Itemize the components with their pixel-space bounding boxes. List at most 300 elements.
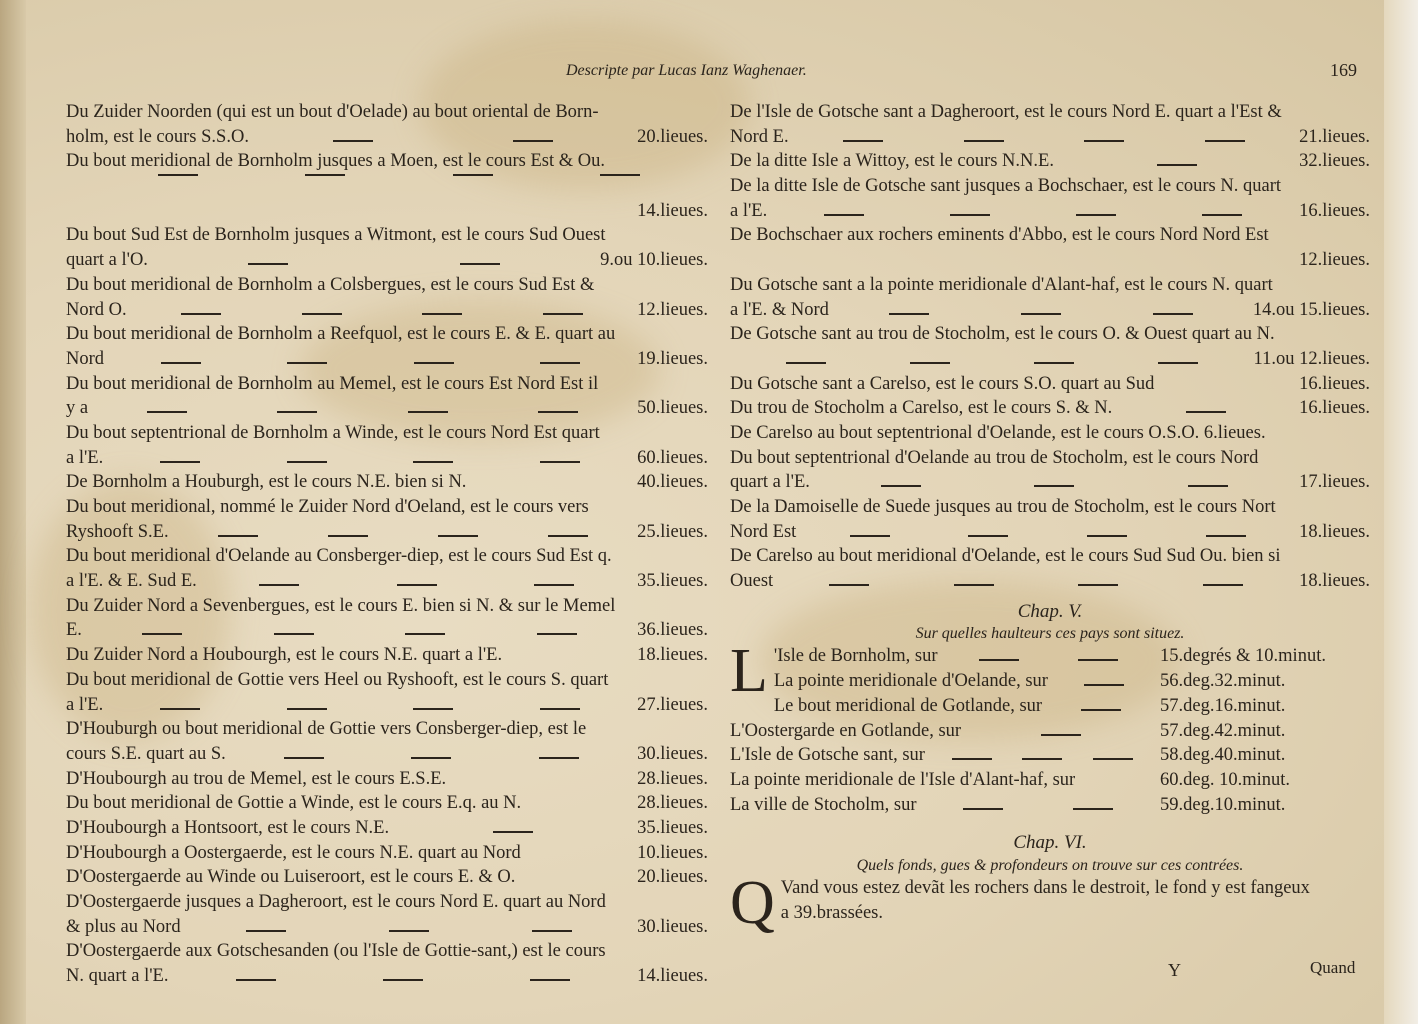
distance-value: 20.lieues. [637, 126, 708, 147]
latitude-row [730, 793, 1370, 818]
entry-text: D'Oostergaerde jusques a Dagheroort, est le cours Nord E. quart au Nord [66, 892, 606, 912]
entry-text: De l'Isle de Gotsche sant a Dagheroort, est le cours Nord E. quart a l'Est & [730, 102, 1282, 122]
entry-line [730, 322, 1370, 347]
sailing-direction-entry [730, 544, 1370, 593]
distance-value: 11.ou 12.lieues. [1253, 348, 1370, 369]
leader-dash [142, 633, 182, 635]
leader-dash [979, 659, 1019, 661]
sailing-direction-entry [730, 446, 1370, 495]
entry-text: D'Oostergaerde aux Gotschesanden (ou l'Isle de Gottie-sant,) est le cours [66, 941, 606, 962]
entry-text: Du Zuider Nord a Houbourgh, est le cours N.E. quart a l'E. [66, 645, 503, 666]
distance-value: 12.lieues. [1299, 250, 1370, 271]
leader-dash [538, 411, 578, 413]
leader-dash [405, 633, 445, 635]
sailing-direction-entry [66, 273, 708, 322]
sailing-direction-entry [730, 174, 1370, 223]
entry-line [66, 199, 708, 224]
latitude-table [730, 637, 1370, 817]
entry-text: D'Houbourgh au trou de Memel, est le cours E.S.E. [66, 768, 447, 789]
leader-dash [287, 362, 327, 364]
chapter-5 [730, 600, 1370, 645]
entry-text: Du bout septentrional d'Oelande au trou de Stocholm, est le cours Nord [730, 447, 1259, 468]
distance-value: 18.lieues. [1299, 571, 1370, 592]
sailing-direction-entry [66, 495, 708, 544]
leader-dashes [1112, 411, 1299, 413]
leader-dash [493, 831, 533, 833]
drop-cap-q: Q [730, 868, 775, 937]
leader-dashes [181, 930, 638, 932]
place-name: L'Isle de Gotsche sant, sur [730, 745, 925, 766]
latitude-row [730, 768, 1370, 793]
page-number: 169 [1330, 60, 1357, 80]
leader-dash [413, 708, 453, 710]
sailing-direction-entry [66, 767, 708, 792]
entry-text: D'Oostergaerde au Winde ou Luiseroort, est le cours E. & O. [66, 867, 516, 888]
sailing-direction-entry [66, 643, 708, 668]
entry-line [66, 643, 708, 668]
entry-text: a l'E. [66, 694, 104, 715]
leader-dash [284, 757, 324, 759]
distance-value: 30.lieues. [637, 916, 708, 937]
entry-line [66, 742, 708, 767]
leader-dash [1076, 214, 1116, 216]
latitude-value: 59.deg.10.minut. [1160, 794, 1286, 815]
leader-dash [397, 584, 437, 586]
leader-dashes [773, 584, 1299, 586]
distance-value: 30.lieues. [637, 743, 708, 764]
entry-line [66, 470, 708, 495]
left-column [66, 100, 708, 989]
place-name: La pointe meridionale de l'Isle d'Alant-haf, sur [730, 769, 1076, 790]
entry-line [66, 618, 708, 643]
leader-dashes [829, 313, 1253, 315]
entry-text: D'Houburgh ou bout meridional de Gottie vers Consberger-diep, est le [66, 719, 587, 740]
entry-line [730, 298, 1370, 323]
leader-dash [274, 633, 314, 635]
entry-text: Du bout Sud Est de Bornholm jusques a Witmont, est le cours Sud Ouest [66, 225, 606, 246]
leader-dashes [148, 263, 600, 265]
leader-dashes [961, 734, 1160, 736]
entry-line [66, 890, 708, 915]
distance-value: 10.lieues. [637, 842, 708, 863]
distance-value: 32.lieues. [1299, 151, 1370, 172]
sailing-direction-entry [66, 544, 708, 593]
leader-dashes [938, 659, 1160, 661]
leader-dash [786, 362, 826, 364]
leader-dash [1021, 313, 1061, 315]
leader-dash [950, 214, 990, 216]
leader-dash [248, 263, 288, 265]
distance-value: 20.lieues. [637, 867, 708, 888]
entry-text: Du bout meridional de Gottie a Winde, est le cours E.q. au N. [66, 793, 522, 814]
entry-line [730, 470, 1370, 495]
distance-value: 14.lieues. [637, 966, 708, 987]
distance-value: 36.lieues. [637, 620, 708, 641]
leader-dashes [1042, 709, 1160, 711]
sailing-direction-entry [730, 149, 1370, 174]
entry-text: Du bout meridional de Bornholm a Reefquol, est le cours E. & E. quart au [66, 324, 616, 345]
sailing-direction-entry [66, 470, 708, 495]
leader-dash [287, 461, 327, 463]
distance-value: 16.lieues. [1299, 373, 1370, 394]
leader-dashes [103, 461, 637, 463]
leader-dash [1205, 140, 1245, 142]
entry-line [730, 273, 1370, 298]
entry-line [66, 964, 708, 989]
leader-dashes [249, 140, 637, 142]
place-name: L'Oostergarde en Gotlande, sur [730, 720, 962, 741]
leader-dash [287, 708, 327, 710]
entry-text: De la Damoiselle de Suede jusques au trou de Stocholm, est le cours Nort [730, 497, 1276, 517]
entry-line [730, 199, 1370, 224]
leader-dashes [925, 758, 1160, 760]
leader-dash [411, 757, 451, 759]
paragraph-line: Vand vous estez devãt les rochers dans le destroit, le fond y est fangeux [780, 877, 1310, 898]
entry-line [730, 372, 1370, 397]
leader-dash [1157, 164, 1197, 166]
place-name: Le bout meridional de Gotlande, sur [773, 695, 1043, 716]
leader-dash [1203, 584, 1243, 586]
leader-dash [1087, 535, 1127, 537]
right-column-entries [730, 100, 1370, 594]
entry-text: Nord E. [730, 126, 789, 147]
entry-text: De Bochschaer aux rochers eminents d'Abbo, est le cours Nord Nord Est [730, 225, 1269, 246]
leader-dash [181, 313, 221, 315]
leader-dash [881, 485, 921, 487]
entry-text: quart a l'E. [730, 472, 810, 493]
latitude-row [730, 743, 1370, 768]
entry-line [66, 544, 708, 569]
entry-text: De Carelso au bout septentrional d'Oelande, est le cours O.S.O. 6.lieues. [730, 422, 1266, 443]
entry-line [66, 446, 708, 471]
leader-dash [1034, 362, 1074, 364]
entry-text: De Bornholm a Houburgh, est le cours N.E. bien si N. [66, 472, 467, 493]
entry-line [730, 174, 1370, 199]
distance-value: 18.lieues. [637, 645, 708, 666]
entry-text: De la ditte Isle de Gotsche sant jusques a Bochschaer, est le cours N. quart [730, 176, 1282, 197]
entry-text: Du Gotsche sant a la pointe meridionale d'Alant-haf, est le cours N. quart [730, 274, 1273, 295]
leader-dash [1022, 758, 1062, 760]
leader-dashes [1048, 684, 1160, 686]
entry-text: holm, est le cours S.S.O. [66, 126, 249, 147]
entry-line [730, 569, 1370, 594]
entry-line [66, 149, 708, 174]
entry-text: De la ditte Isle a Wittoy, est le cours N.N.E. [730, 151, 1054, 172]
leader-dashes [796, 535, 1299, 537]
leader-dash [246, 930, 286, 932]
sailing-direction-entry [66, 890, 708, 939]
entry-line [66, 322, 708, 347]
entry-line [66, 939, 708, 964]
latitude-row [774, 669, 1370, 694]
leader-dash [540, 362, 580, 364]
leader-dash [1158, 362, 1198, 364]
place-name: 'Isle de Bornholm, sur [773, 646, 938, 667]
entry-text: Nord [66, 348, 105, 369]
distance-value: 12.lieues. [637, 299, 708, 320]
chapter-6-paragraph [730, 868, 1370, 937]
leader-dash [513, 140, 553, 142]
entry-line [66, 865, 708, 890]
entry-line [66, 396, 708, 421]
leader-dashes [103, 708, 637, 710]
distance-value: 28.lieues. [637, 768, 708, 789]
leader-dash [333, 140, 373, 142]
entry-text: Du Zuider Nord a Sevenbergues, est le cours E. bien si N. & sur le Memel [66, 595, 616, 616]
latitude-row [774, 644, 1370, 669]
entry-line [66, 223, 708, 248]
leader-dash [1041, 734, 1081, 736]
leader-dashes [810, 485, 1299, 487]
entry-line [730, 544, 1370, 569]
right-column [730, 100, 1370, 937]
leader-dashes [789, 140, 1300, 142]
distance-value: 9.ou 10.lieues. [600, 250, 708, 271]
entry-text: a l'E. [66, 447, 104, 468]
entry-line [66, 520, 708, 545]
distance-value: 35.lieues. [637, 817, 708, 838]
distance-value: 35.lieues. [637, 571, 708, 592]
latitude-rows [730, 637, 1370, 817]
entry-line [730, 520, 1370, 545]
chapter-5-subtitle: Sur quelles haulteurs ces pays sont situez. [915, 625, 1185, 643]
leader-dashes [169, 535, 638, 537]
leader-dash [161, 362, 201, 364]
leader-dash [600, 174, 640, 176]
entry-text: De Gotsche sant au trou de Stocholm, est le cours O. & Ouest quart au N. [730, 324, 1275, 345]
leader-dash [850, 535, 890, 537]
leader-dash [968, 535, 1008, 537]
distance-value: 18.lieues. [1299, 521, 1370, 542]
sailing-direction-entry [730, 372, 1370, 397]
entry-line [66, 174, 708, 199]
leader-dash [954, 584, 994, 586]
leader-dash [1084, 140, 1124, 142]
distance-value: 60.lieues. [637, 447, 708, 468]
entry-line [66, 791, 708, 816]
leader-dash [540, 461, 580, 463]
sailing-direction-entry [730, 273, 1370, 322]
leader-dash [537, 633, 577, 635]
leader-dash [277, 411, 317, 413]
entry-line [66, 248, 708, 273]
sailing-direction-entry [66, 865, 708, 890]
sailing-direction-entry [66, 717, 708, 766]
leader-dash [383, 979, 423, 981]
entry-line [730, 100, 1370, 125]
entry-line [66, 767, 708, 792]
sailing-direction-entry [66, 939, 708, 988]
leader-dash [302, 313, 342, 315]
distance-value: 27.lieues. [637, 694, 708, 715]
entry-line [730, 495, 1370, 520]
entry-line [66, 100, 708, 125]
entry-text: quart a l'O. [66, 250, 148, 271]
distance-value: 16.lieues. [1299, 398, 1370, 419]
sailing-direction-entry [730, 421, 1370, 446]
distance-value: 14.ou 15.lieues. [1252, 299, 1370, 320]
leader-dash [539, 757, 579, 759]
entry-line [66, 569, 708, 594]
leader-dash [460, 263, 500, 265]
leader-dashes [197, 584, 637, 586]
entry-text: y a [66, 398, 89, 419]
sailing-direction-entry [66, 668, 708, 717]
leader-dash [438, 535, 478, 537]
drop-cap-l: L [730, 637, 768, 706]
leader-dash [952, 758, 992, 760]
leader-dash [414, 362, 454, 364]
sailing-direction-entry [66, 100, 708, 149]
distance-value: 50.lieues. [637, 398, 708, 419]
entry-text: D'Houbourgh a Hontsoort, est le cours N.E. [66, 817, 390, 838]
entry-text: Nord O. [66, 299, 127, 320]
leader-dash [543, 313, 583, 315]
leader-dash [160, 461, 200, 463]
sailing-direction-entry [66, 816, 708, 841]
chapter-6-subtitle: Quels fonds, gues & profondeurs on trouve sur ces contrées. [856, 856, 1244, 874]
entry-line [730, 223, 1370, 248]
leader-dash [160, 708, 200, 710]
paragraph-line: a 39.brassées. [780, 902, 884, 923]
entry-text: De Carelso au bout meridional d'Oelande, est le cours Sud Sud Ou. bien si [730, 546, 1281, 567]
entry-line [66, 372, 708, 397]
sailing-direction-entry [66, 149, 708, 223]
sailing-direction-entry [730, 495, 1370, 544]
leader-dash [453, 174, 493, 176]
entry-line [66, 347, 708, 372]
latitude-value: 60.deg. 10.minut. [1160, 769, 1291, 790]
distance-value: 28.lieues. [637, 793, 708, 814]
entry-text: cours S.E. quart au S. [66, 743, 226, 764]
leader-dash [1206, 535, 1246, 537]
entry-line [66, 717, 708, 742]
leader-dash [963, 808, 1003, 810]
entry-text: Du bout septentrional de Bornholm a Winde, est le cours Nord Est quart [66, 422, 600, 443]
entry-line [730, 125, 1370, 150]
sailing-direction-entry [66, 421, 708, 470]
leader-dashes [104, 362, 637, 364]
sailing-direction-entry [66, 223, 708, 272]
leader-dash [548, 535, 588, 537]
leader-dashes [90, 174, 708, 176]
leader-dash [1081, 709, 1121, 711]
entry-line [66, 273, 708, 298]
sailing-direction-entry [66, 372, 708, 421]
leader-dash [218, 535, 258, 537]
entry-text: & plus au Nord [66, 916, 181, 937]
sailing-direction-entry [66, 322, 708, 371]
leader-dash [829, 584, 869, 586]
entry-line [66, 693, 708, 718]
leader-dash [1093, 758, 1133, 760]
leader-dash [1153, 313, 1193, 315]
leader-dashes [127, 313, 637, 315]
leader-dash [413, 461, 453, 463]
latitude-row [774, 694, 1370, 719]
latitude-value: 57.deg.42.minut. [1160, 720, 1286, 741]
distance-value: 14.lieues. [637, 200, 708, 221]
entry-text: Du bout meridional d'Oelande au Consberger-diep, est le cours Sud Est q. [66, 546, 612, 567]
distance-value: 19.lieues. [637, 348, 708, 369]
leader-dash [1188, 485, 1228, 487]
leader-dash [889, 313, 929, 315]
entry-text: D'Houbourgh a Oostergaerde, est le cours N.E. quart au Nord [66, 842, 521, 863]
leader-dash [1084, 684, 1124, 686]
sailing-direction-entry [66, 791, 708, 816]
distance-value: 21.lieues. [1299, 126, 1370, 147]
entry-line [66, 841, 708, 866]
leader-dash [530, 979, 570, 981]
entry-text: a l'E. & Nord [730, 299, 829, 320]
leader-dashes [389, 831, 637, 833]
leader-dash [236, 979, 276, 981]
place-name: La pointe meridionale d'Oelande, sur [773, 671, 1048, 692]
distance-value: 17.lieues. [1299, 472, 1370, 493]
entry-text: E. [66, 620, 82, 641]
leader-dash [389, 930, 429, 932]
leader-dash [408, 411, 448, 413]
leader-dash [1073, 808, 1113, 810]
distance-value: 40.lieues. [637, 472, 708, 493]
latitude-value: 15.degrés & 10.minut. [1160, 646, 1326, 667]
entry-line [66, 298, 708, 323]
entry-line [730, 446, 1370, 471]
entry-text: Du bout meridional de Gottie vers Heel ou Ryshooft, est le cours S. quart [66, 669, 609, 690]
leader-dash [843, 140, 883, 142]
leader-dash [305, 174, 345, 176]
leader-dashes [917, 808, 1160, 810]
entry-line [66, 816, 708, 841]
entry-text: a l'E. & E. Sud E. [66, 571, 197, 592]
leader-dashes [168, 979, 637, 981]
entry-line [730, 248, 1370, 273]
entry-text: Du Gotsche sant a Carelso, est le cours S.O. quart au Sud [730, 373, 1155, 394]
entry-text: Nord Est [730, 521, 797, 542]
latitude-value: 56.deg.32.minut. [1160, 671, 1286, 692]
page-left-edge [0, 0, 26, 1024]
sailing-direction-entry [730, 100, 1370, 149]
entry-line [66, 668, 708, 693]
entry-line [66, 125, 708, 150]
entry-text: Du bout meridional de Bornholm a Colsbergues, est le cours Sud Est & [66, 274, 595, 295]
latitude-row [730, 719, 1370, 744]
entry-line [66, 915, 708, 940]
entry-text: Du bout meridional de Bornholm au Memel, est le cours Est Nord Est il [66, 373, 599, 394]
chapter-5-title: Chap. V. [1017, 600, 1083, 622]
chapter-6-title: Chap. VI. [1013, 832, 1087, 854]
leader-dash [1078, 659, 1118, 661]
leader-dashes [767, 214, 1299, 216]
leader-dash [534, 584, 574, 586]
leader-dash [910, 362, 950, 364]
leader-dashes [1054, 164, 1299, 166]
entry-line [66, 495, 708, 520]
leader-dash [532, 930, 572, 932]
leader-dash [540, 708, 580, 710]
leader-dash [1202, 214, 1242, 216]
leader-dashes [82, 633, 637, 635]
sailing-direction-entry [730, 396, 1370, 421]
leader-dash [824, 214, 864, 216]
leader-dash [147, 411, 187, 413]
leader-dash [1186, 411, 1226, 413]
entry-text: Du Zuider Noorden (qui est un bout d'Oelade) au bout oriental de Born- [66, 102, 599, 122]
entry-line [730, 149, 1370, 174]
entry-line [730, 347, 1370, 372]
running-header: Descripte par Lucas Ianz Waghenaer. [566, 62, 807, 79]
entry-line [66, 421, 708, 446]
